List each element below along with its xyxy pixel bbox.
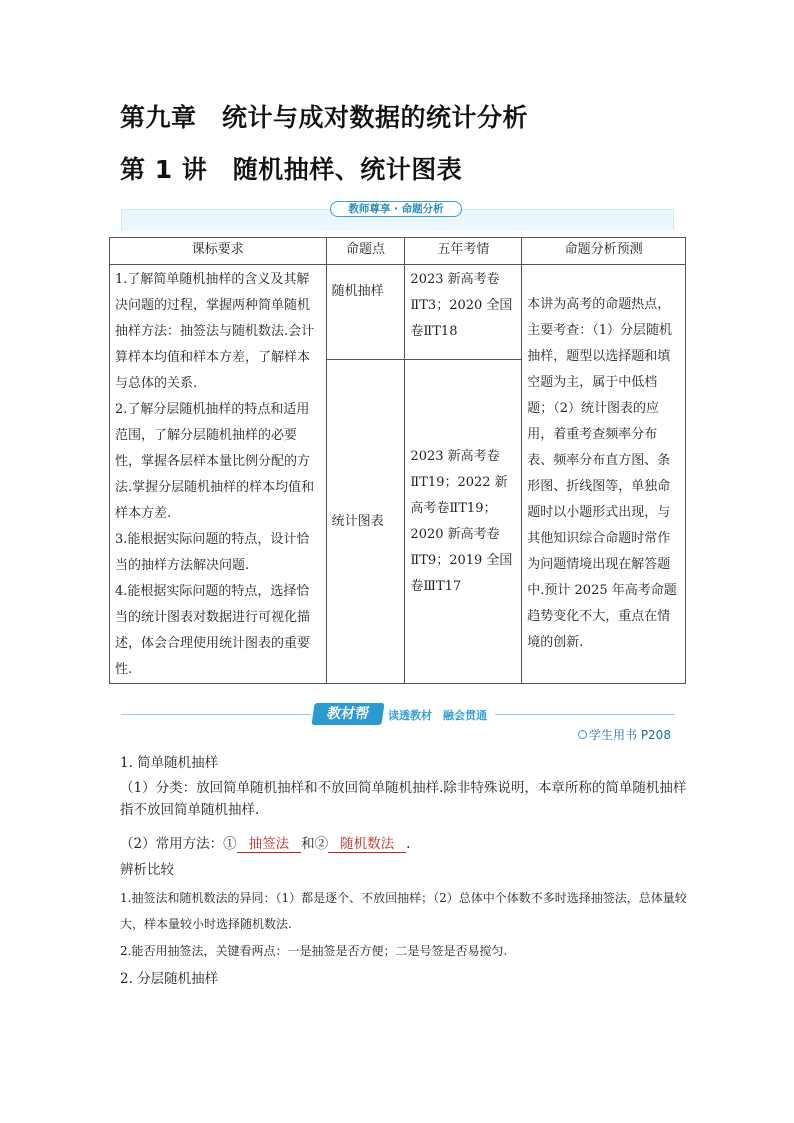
compare-item: 1.抽签法和随机数法的异同：（1）都是逐个、不放回抽样；（2）总体中个体数不多时选择抽签法，总体量较大，样本量较小时选择随机数法. xyxy=(120,891,687,931)
paragraph: （1）分类：放回简单随机抽样和不放回简单随机抽样.除非特殊说明，本章所称的简单随机抽样指不放回简单随机抽样. xyxy=(120,780,687,818)
banner-line-right xyxy=(495,714,675,715)
chapter-title: 第九章 统计与成对数据的统计分析 xyxy=(120,103,529,132)
point-name: 统计图表 xyxy=(326,360,405,684)
student-book-ref xyxy=(578,726,671,743)
section-heading: 2. 分层随机抽样 xyxy=(120,971,219,987)
point-exams: 2023 新高考卷ⅡT3；2020 全国卷ⅡT18 xyxy=(405,265,522,360)
paragraph-text: 和② xyxy=(301,836,329,852)
table-header: 命题分析预测 xyxy=(522,238,686,265)
point-exams: 2023 新高考卷ⅡT19；2022 新高考卷ⅡT19；2020 新高考卷ⅡT9；2019 全国卷ⅢT17 xyxy=(405,360,522,684)
paragraph-text: . xyxy=(406,836,411,852)
textbook-banner-sub: 读透教材 融会贯通 xyxy=(388,709,487,722)
table-header: 五年考情 xyxy=(405,238,522,265)
student-book-ref-text: 学生用书 P208 xyxy=(589,728,671,742)
paragraph-methods xyxy=(120,833,690,855)
lesson-title: 第 1 讲 随机抽样、统计图表 xyxy=(120,155,463,184)
requirement-item: 2.了解分层随机抽样的特点和适用范围，了解分层随机抽样的必要性，掌握各层样本量比例分配的方法.掌握分层随机抽样的样本均值和样本方差. xyxy=(115,402,315,521)
textbook-banner: 教材帮 xyxy=(311,703,384,725)
requirement-item: 4.能根据实际问题的特点，选择恰当的统计图表对数据进行可视化描述，体会合理使用统计图表的重要性. xyxy=(115,584,311,677)
table-row xyxy=(110,265,686,360)
requirements-cell xyxy=(110,265,327,684)
requirement-item: 3.能根据实际问题的特点，设计恰当的抽样方法解决问题. xyxy=(115,532,310,573)
section-heading: 1. 简单随机抽样 xyxy=(120,755,219,771)
table-header-row xyxy=(110,238,686,265)
table-header: 课标要求 xyxy=(110,238,327,265)
answer-blank: 抽签法 xyxy=(237,836,302,853)
paragraph-text: （2）常用方法：① xyxy=(120,836,237,852)
point-name: 随机抽样 xyxy=(326,265,405,360)
compare-heading: 辨析比较 xyxy=(120,862,174,878)
requirement-item: 1.了解简单随机抽样的含义及其解决问题的过程，掌握两种简单随机抽样方法：抽签法与随机数法.会计算样本均值和样本方差，了解样本与总体的关系. xyxy=(115,272,315,391)
teacher-banner: 教师尊享 · 命题分析 xyxy=(330,201,462,217)
answer-blank: 随机数法 xyxy=(328,836,406,853)
circle-icon xyxy=(578,730,587,739)
requirements-table xyxy=(109,237,686,684)
analysis-cell: 本讲为高考的命题热点，主要考查：（1）分层随机抽样，题型以选择题和填空题为主，属于中低档题；（2）统计图表的应用，着重考查频率分布表、频率分布直方图、条形图、折线图等，单独命题时以小题形式出现，与其他知识综合命题时常作为问题情境出现在解答题中.预计 2025 年高考命题趋势变化不大，重点在情境的创新. xyxy=(522,265,686,684)
table-header: 命题点 xyxy=(326,238,405,265)
compare-item: 2.能否用抽签法，关键看两点：一是抽签是否方便；二是号签是否易搅匀. xyxy=(120,944,508,958)
banner-line-left xyxy=(121,714,311,715)
